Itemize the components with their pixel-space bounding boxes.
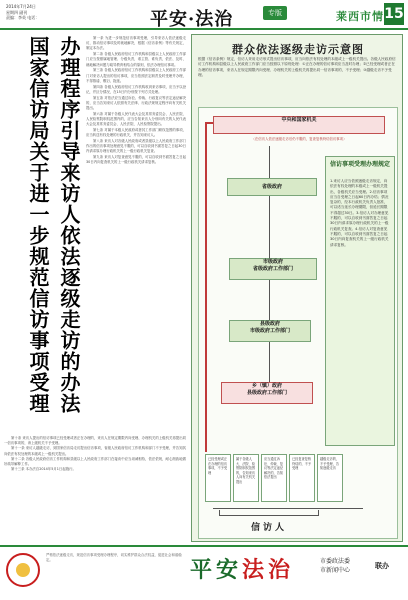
boundary-line [205,122,207,452]
municipal-label-1: 市级政府 [262,259,283,265]
footer-title-part2: 法治 [242,557,295,583]
central-agencies-box [213,116,385,134]
article-paragraph: 第七条 对属于本级人民政府或者其工作部门职权范围的事项，应当转送有权处理的行政机关，并告知来访人。 [86,128,186,138]
footer-org-2: 市新闻中心 [320,567,351,574]
flow-arrow [269,280,270,320]
article-body-lower [4,436,186,536]
section-name: 莱西市情 [336,10,384,23]
footer-orgs [320,557,350,575]
flow-connector [213,508,363,509]
article-paragraph: 第十二条 各级人民政府信访工作机构和县级以上人民政府工作部门在接谈中应当坦诚相待，依法依规，耐心细致地做好疏导解释工作。 [4,456,186,467]
township-box [221,382,313,404]
masthead [0,0,408,30]
rules-card-title: 信访事项受理办理规定 [329,161,390,168]
condition-box: 应当通过诉讼、仲裁、复议等法定途径解决的，告知依法提出 [261,454,287,502]
condition-box: 已经复查复核终结的，不予受理 [289,454,315,502]
township-label-1: 乡（镇）政府 [251,383,282,389]
article-paragraph: 第三条 各级人民政府信访工作机构和县级以上人民政府工作部门对来访人提出的信访事项，应当依照法定职责及时受理并办理，不得推诿、敷衍、拖延。 [86,68,186,83]
footer-title-part1: 平安 [190,557,243,583]
page-title: 平安·法治 [150,9,234,30]
flow-arrow [269,342,270,382]
edition-line: 星期四 副刊 [6,9,28,15]
visitor-label: 信访人 [251,523,288,533]
municipal-box [229,258,317,280]
condition-box: 已经受理或正在办理的信访事项，不予受理 [205,454,231,502]
editor-line: 责编：李英 电话： [6,15,40,20]
page-number: 15 [384,3,404,25]
diagram-panel [191,34,403,542]
footer-title [190,553,294,584]
condition-box: 越级走访的，不予受理，告知逐级走访 [317,454,343,502]
article-paragraph: 第八条 来访人对各级人民政府或者县级以上人民政府工作部门作出的信访事项处理意见不服的，可以自收到书面答复之日起30日内请求原办理行政机关的上一级行政机关复查。 [86,139,186,154]
article-paragraph: 第十三条 本办法自2014年5月1日起施行。 [11,467,76,472]
article-paragraph: 第五条 对依法应当通过诉讼、仲裁、行政复议等法定途径解决的，应当告知来访人依照有关法律、行政法规规定程序向有关机关提出。 [86,95,186,111]
provincial-label: 省级政府 [261,184,282,190]
flow-chart [198,107,398,539]
township-label-2: 县级政府工作部门 [246,390,287,396]
central-note: （在信访人依法逐级走访后仍不服的，复查复核终结信访事项） [251,137,347,141]
article-paragraph: 第十一条 来访人越级走访，到国家信访局走访提出信访事项，省级人民政府信访工作机构和部门不予受理，并告知其向依法有权处理的本级或上一级机关提出。 [4,446,186,456]
article-paragraph: 第九条 来访人对复查意见不服的，可以自收到书面答复之日起30日内向复查机关的上一级行政机关请求复核。 [86,155,186,165]
police-emblem-icon [6,553,40,587]
section-badge: 专版 [263,6,287,20]
article-paragraph: 第十条 来访人提出的信访事项已经受理或者正在办理的，来访人在规定期限内向受理、办理机关的上级机关再提出同一信访事项的，该上级机关不予受理。 [4,436,186,446]
headline-line-1: 办理程序引导来访人依法逐级走访的办法 [57,36,81,414]
diagram-intro: 根据《信访条例》规定，信访人采用走访形式提出信访事项，应当向依法有权处理的本级或上一级机关提出。各级人民政府信访工作机构和县级以上人民政府工作部门应当按照以下原则处理：①正在办理的信访事项应当及时办理；②已经受理或者正在办理的信访事项，来访人在规定期限内向受理、办理机关的上级机关再提出同一信访事项的，不予受理；③越级走访不予受理。 [198,57,396,78]
provincial-box [227,178,317,196]
footer-rule [0,545,408,547]
flow-arrow [269,196,270,258]
rules-card-text: 1.来访人应当依照逐级走访规定，向依法有权处理的本级或上一级机关提出，各级机关应当受理。2.信访事项应当自受理之日起60日内办结；情况复杂的，经本行政机关负责人批准，可以适当延长办理期限，但延长期限不得超过30日。3.信访人对办理意见不服的，可以自收到书面答复之日起30日内请求原办理行政机关的上一级行政机关复查。4.信访人对复查意见不服的，可以自收到书面答复之日起30日内向复查机关的上一级行政机关请求复核。 [330,179,389,247]
article-paragraph: 第六条 对属于各级人民代表大会及其常务委员会、人民法院、人民检察院职权范围内的，应当告知来访人分别向有关的人民代表大会及其常务委员会、人民法院、人民检察院提出。 [86,111,186,127]
masthead-meta [6,4,39,21]
condition-box: 属于各级人大、法院、检察院职权范围的，告知来访人向有关机关提出 [233,454,259,502]
article-paragraph: 第四条 各级人民政府信访工作机构收到来访事项，应当予以登记，并区分情况，在15日内分别按下列方式处理。 [86,84,186,94]
article-body [86,36,186,436]
footer-banner [0,545,408,600]
visitor-brace [219,510,319,516]
flow-arrow [269,146,270,178]
footer-blurb: 严格依法逐级走访，规范信访事项受理办理程序，切实维护群众合法权益，促进社会和谐稳定。 [46,553,182,562]
municipal-label-2: 省级政府工作部门 [252,266,293,272]
county-label-2: 市级政府工作部门 [249,328,290,334]
central-agencies-label: 中央和国家机关 [281,117,317,123]
article-paragraph: 第二条 各级人民政府信访工作机构和县级以上人民政府工作部门应当按照属地管理、分级负责，谁主管、谁负责，依法、及时、就地解决问题与疏导教育相结合的原则，依法办理信访事项。 [86,52,186,67]
footer-org-suffix: 联办 [375,562,389,570]
article-paragraph: 第一条 为进一步规范信访事项受理，引导来访人依法逐级走访，推动信访事项及时就地解决，根据《信访条例》等有关规定，制定本办法。 [86,36,186,51]
rules-card [325,156,395,446]
headline-line-2: 国家信访局关于进一步规范信访事项受理 [26,36,50,414]
diagram-title: 群众依法逐级走访示意图 [232,43,364,56]
footer-org-1: 市委政法委 [320,558,351,565]
county-label-1: 县级政府 [259,321,280,327]
issue-date: 2014年7月24日 [6,4,36,9]
county-box [229,320,311,342]
